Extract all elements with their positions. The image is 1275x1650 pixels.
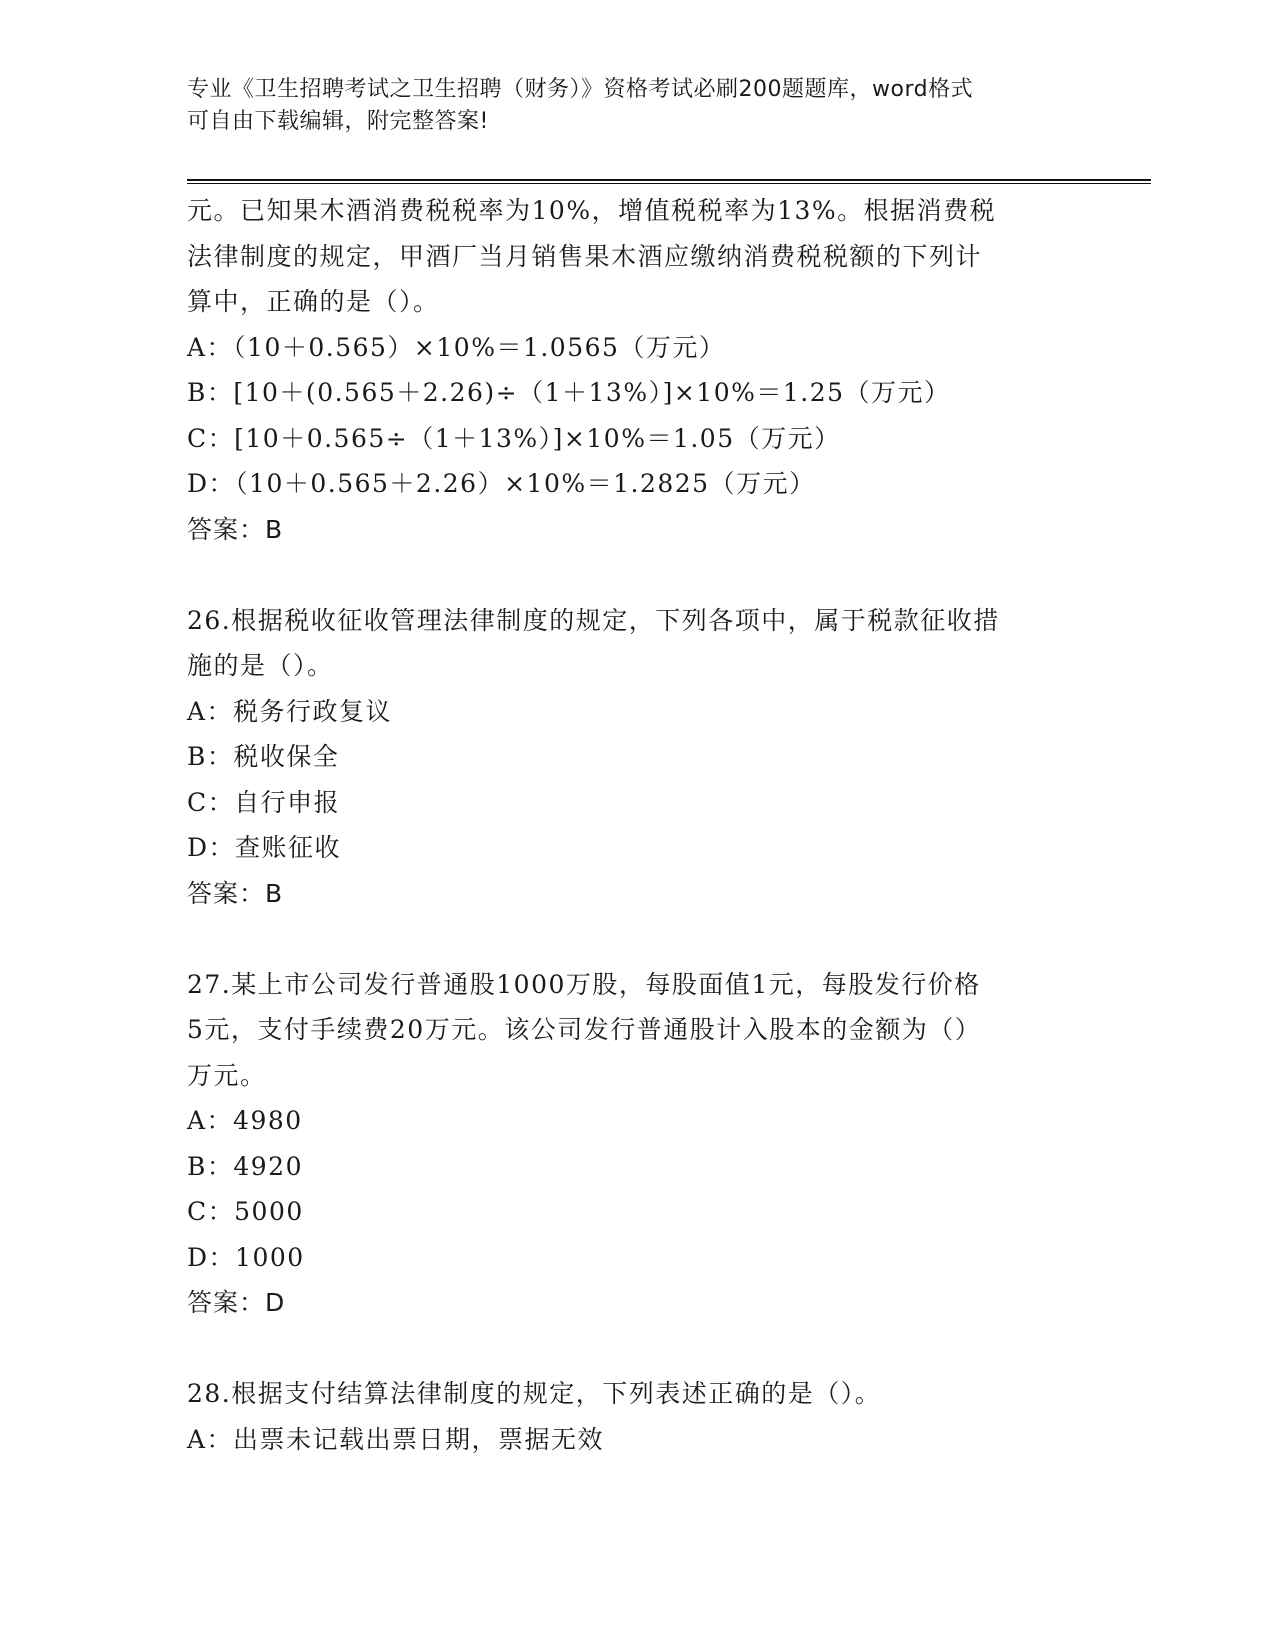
header-title-line-2: 可自由下载编辑，附完整答案! [187,109,489,134]
spacer [187,916,1087,962]
question-stem-line: 法律制度的规定，甲酒厂当月销售果木酒应缴纳消费税税额的下列计 [187,241,983,271]
question-25 [187,188,1087,552]
option-b: B：税收保全 [187,742,340,771]
document-header [187,74,1087,138]
question-28 [187,1371,1087,1462]
option-c: C：[10＋0.565÷（1＋13%）]×10%＝1.05（万元） [187,423,841,453]
header-divider-thin [187,183,1151,184]
option-a: A：出票未记载出票日期，票据无效 [187,1424,605,1454]
option-c: C：5000 [187,1197,304,1226]
option-a: A：税务行政复议 [187,696,393,726]
option-b: B：[10＋(0.565＋2.26)÷（1＋13%）]×10%＝1.25（万元） [187,378,951,407]
header-title-line-1: 专业《卫生招聘考试之卫生招聘（财务）》资格考试必刷200题题库，word格式 [187,77,974,102]
option-c: C：自行申报 [187,787,341,817]
question-stem-line: 28.根据支付结算法律制度的规定，下列表述正确的是（）。 [187,1379,882,1408]
option-d: D：1000 [187,1242,305,1272]
option-a: A：4980 [187,1106,303,1135]
question-stem-line: 万元。 [187,1060,267,1090]
question-list [187,188,1087,1462]
header-divider-thick [187,179,1151,181]
spacer [187,552,1087,598]
question-26 [187,598,1087,917]
answer-label: 答案：B [187,878,284,908]
option-b: B：4920 [187,1151,303,1181]
question-stem-line: 元。已知果木酒消费税税率为10%，增值税税率为13%。根据消费税 [187,196,997,225]
question-stem-line: 26.根据税收征收管理法律制度的规定，下列各项中，属于税款征收措 [187,605,1000,635]
question-stem-line: 27.某上市公司发行普通股1000万股，每股面值1元，每股发行价格 [187,969,981,999]
option-a: A：（10＋0.565）×10%＝1.0565（万元） [187,332,726,362]
question-stem-line: 5元，支付手续费20万元。该公司发行普通股计入股本的金额为（） [187,1015,982,1044]
question-stem-line: 算中，正确的是（）。 [187,287,440,316]
question-27 [187,962,1087,1326]
option-d: D：（10＋0.565＋2.26）×10%＝1.2825（万元） [187,469,816,498]
answer-label: 答案：B [187,514,284,544]
spacer [187,1326,1087,1372]
option-d: D：查账征收 [187,833,342,862]
question-stem-line: 施的是（）。 [187,651,334,680]
answer-label: 答案：D [187,1288,286,1317]
